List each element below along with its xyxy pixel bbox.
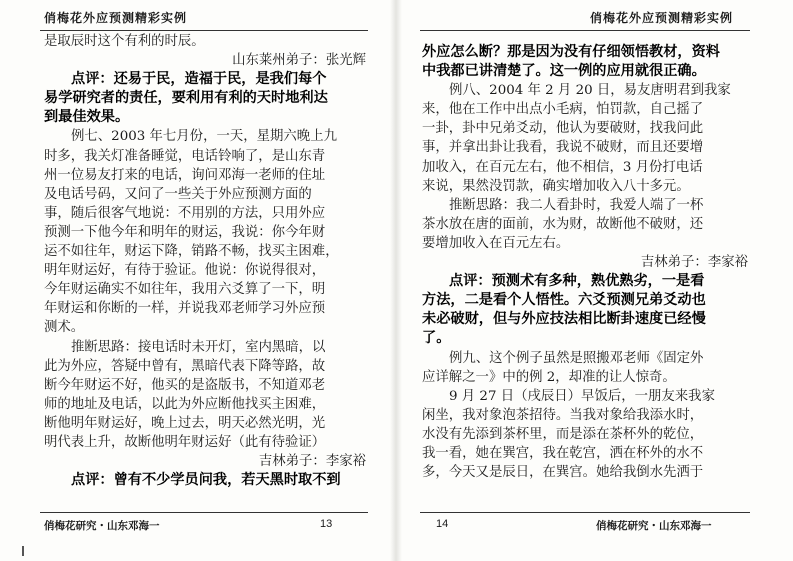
text-line: 我一看，她在巽宫，我在乾宫，洒在杯外的水不 bbox=[422, 445, 704, 461]
comment-line: 易学研究者的责任，要利用有利的天时地利达 bbox=[44, 90, 328, 107]
body-text bbox=[44, 32, 366, 490]
text-line: 多，今天又是辰日，在巽宫。她给我倒水先洒于 bbox=[422, 465, 704, 481]
text-line: 事，并拿出卦让我看，我说不破财，而且还要增 bbox=[422, 140, 704, 156]
left-page bbox=[0, 0, 392, 561]
text-line: 要增加收入在百元左右。 bbox=[422, 235, 570, 251]
comment-line: 点评：曾有不少学员问我，若天黑时取不到 bbox=[71, 472, 341, 489]
comment-line: 了。 bbox=[422, 330, 451, 347]
text-line: 水没有先添到茶杯里，而是添在茶杯外的乾位， bbox=[422, 426, 704, 442]
author-signature: 吉林弟子：李家裕 bbox=[640, 255, 748, 271]
text-line: 今年财运确实不如往年，我用六爻算了一下，明 bbox=[44, 282, 326, 298]
running-header: 俏梅花外应预测精彩实例 bbox=[44, 11, 188, 25]
text-line: 测术。 bbox=[44, 320, 85, 336]
text-line: 来说，果然没罚款，确实增加收入八十多元。 bbox=[422, 178, 690, 194]
text-line: 明代表上升，故断他明年财运好（此有待验证） bbox=[44, 434, 326, 450]
text-line: 明年财运好，有待于验证。他说：你说得很对， bbox=[44, 263, 326, 279]
comment-line: 未必破财，但与外应技法相比断卦速度已经慢 bbox=[422, 311, 706, 328]
text-line: 例八、2004 年 2 月 20 日，易友唐明君到我家 bbox=[449, 83, 731, 99]
text-line: 州一位易友打来的电话，询问邓海一老师的住址 bbox=[44, 167, 326, 183]
comment-line: 点评：还易于民，造福于民，是我们每个 bbox=[71, 71, 327, 88]
text-line: 是取辰时这个有利的时辰。 bbox=[44, 34, 205, 49]
text-line: 推断思路：接电话时未开灯，室内黑暗，以 bbox=[71, 339, 326, 355]
text-line: 例九、这个例子虽然是照搬邓老师《固定外 bbox=[449, 350, 704, 366]
comment-line: 方法，二是看个人悟性。六爻预测兄弟爻动也 bbox=[422, 292, 706, 309]
body-text bbox=[422, 43, 748, 482]
text-line: 师的地址及电话，以此为外应断他找买主困难， bbox=[44, 396, 326, 412]
text-line: 推断思路：我二人看卦时，我爱人端了一杯 bbox=[449, 197, 704, 213]
text-line: 例七、2003 年七月份，一天，星期六晚上九 bbox=[71, 129, 337, 145]
text-line: 茶水放在唐的面前，水为财，故断他不破财，还 bbox=[422, 216, 704, 232]
text-line: 时多，我关灯准备睡觉，电话铃响了，是山东青 bbox=[44, 148, 326, 164]
text-line: 运不如往年，财运下降，销路不畅，找买主困难， bbox=[44, 244, 339, 260]
running-footer: 俏梅花研究・山东邓海一 bbox=[596, 520, 712, 532]
header-rule bbox=[40, 30, 368, 31]
text-line: 断今年财运不好，他买的是盗版书，不知道邓老 bbox=[44, 377, 326, 393]
comment-line: 外应怎么断？那是因为没有仔细领悟教材，资料 bbox=[422, 44, 720, 60]
text-line: 此为外应，答疑中曾有，黑暗代表下降等路，故 bbox=[44, 358, 326, 374]
footer-rule bbox=[40, 512, 368, 513]
text-line: 预测一下他今年和明年的财运，我说：你今年财 bbox=[44, 224, 326, 240]
running-header: 俏梅花外应预测精彩实例 bbox=[590, 11, 734, 25]
page-number: 14 bbox=[436, 518, 449, 530]
comment-line: 到最佳效果。 bbox=[44, 109, 130, 126]
right-page bbox=[400, 0, 793, 561]
text-line: 断他明年财运好，晚上过去，明天必然光明，光 bbox=[44, 415, 326, 431]
text-line: 9 月 27 日（戌辰日）早饭后，一朋友来我家 bbox=[449, 388, 715, 404]
text-line: 闲坐，我对象泡茶招待。当我对象给我添水时， bbox=[422, 407, 704, 423]
text-line: 来，他在工作中出点小毛病，怕罚款，自己摇了 bbox=[422, 102, 704, 118]
author-signature: 山东莱州弟子：张光辉 bbox=[232, 53, 366, 69]
text-line: 年财运和你断的一样，并说我邓老师学习外应预 bbox=[44, 301, 326, 317]
text-line: 事，随后很客气地说：不用别的方法，只用外应 bbox=[44, 205, 326, 221]
footer-rule bbox=[420, 512, 750, 513]
page-number: 13 bbox=[320, 518, 333, 530]
author-signature: 吉林弟子：李家裕 bbox=[258, 454, 366, 470]
text-line: 应详解之一》中的例 2，却准的让人惊奇。 bbox=[422, 369, 676, 385]
header-rule bbox=[420, 30, 750, 31]
text-line: 及电话号码，又问了一些关于外应预测方面的 bbox=[44, 186, 312, 202]
text-line: 一卦，卦中兄弟爻动，他认为要破财，找我问此 bbox=[422, 121, 704, 137]
text-line: 加收入，在百元左右，他不相信，3 月份打电话 bbox=[422, 159, 703, 175]
comment-line: 中我都已讲清楚了。这一例的应用就很正确。 bbox=[422, 63, 706, 80]
running-footer: 俏梅花研究・山东邓海一 bbox=[44, 520, 160, 532]
crop-mark bbox=[22, 546, 24, 556]
comment-line: 点评：预测术有多种，熟优熟劣，一是看 bbox=[449, 273, 705, 290]
